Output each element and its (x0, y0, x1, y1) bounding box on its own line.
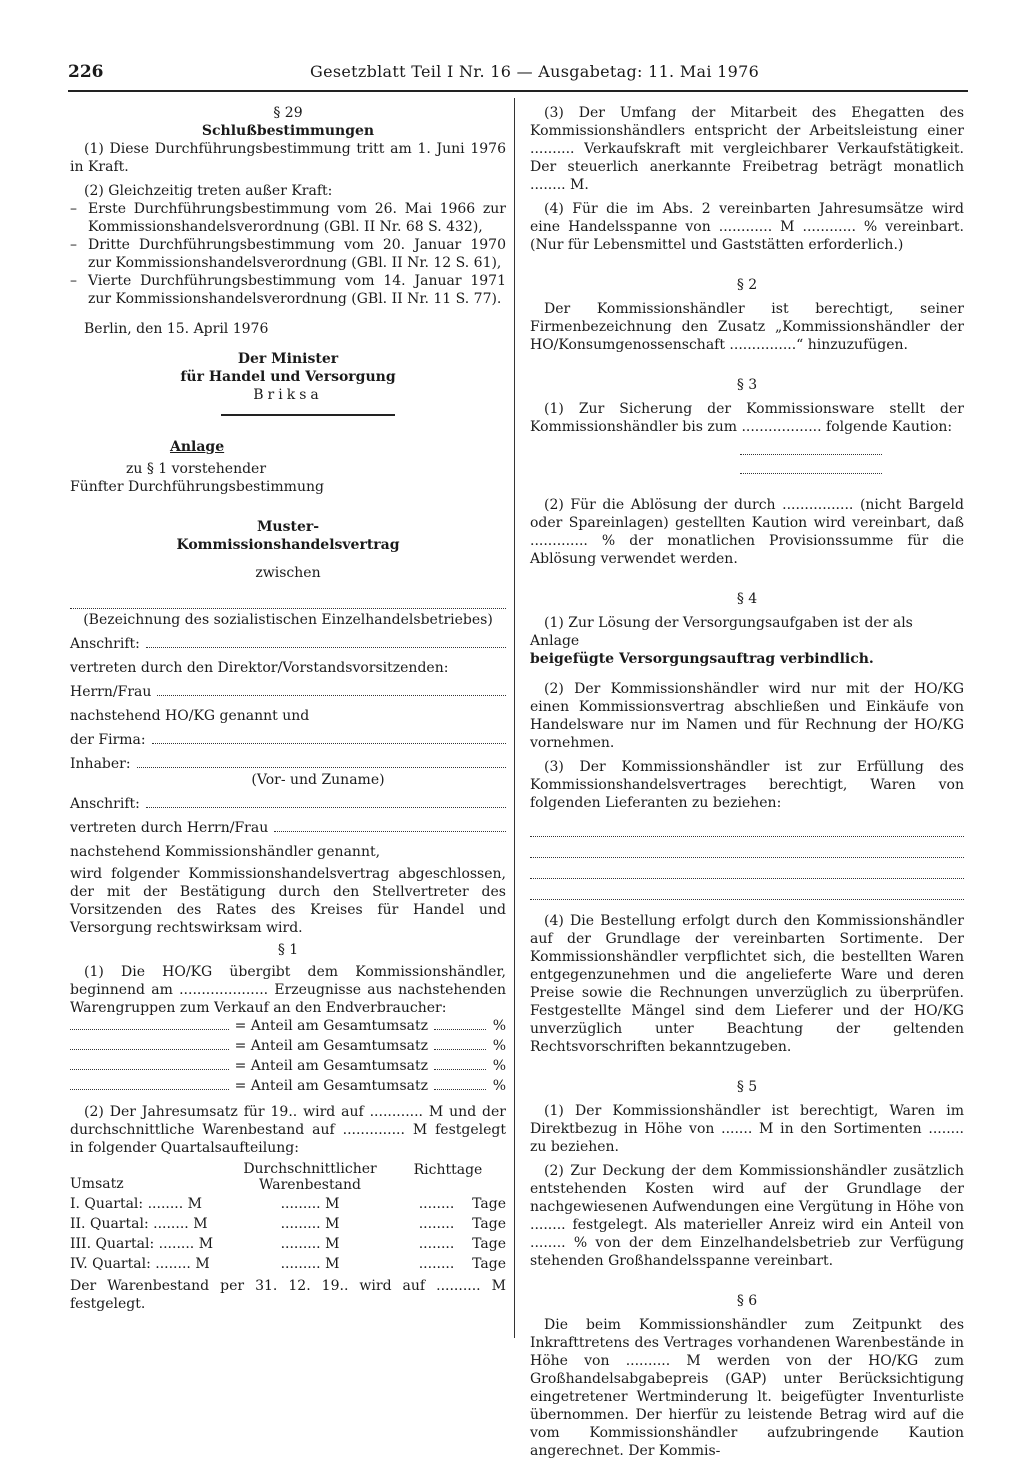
contract-title-2: Kommissionshandelsvertrag (176, 537, 400, 553)
section-29-title: Schlußbestimmungen (201, 123, 375, 139)
annex-subtitle-2: Fünfter Durchführungsbestimmung (70, 479, 324, 495)
running-title: Gesetzblatt Teil I Nr. 16 — Ausgabetag: 11. Mai 1976 (310, 62, 760, 81)
owner-field: Inhaber: (70, 755, 506, 773)
section-4-para-4: (4) Die Bestellung erfolgt durch den Kommissionshändler auf der Grundlage der vereinbarten Sortimente. Der Kommissionshändler verpflichtet sich, die bestellten Waren entgegenzunehmen und die angelieferte Ware und deren Preise sowie die Rechnungen unverzüglich zu überprüfen. Festgestellte Mängel sind dem Lieferer und der HO/KG unverzüglich unter Beachtung der geltenden Rechtsvorschriften bekanntzugeben. (530, 913, 964, 1055)
repealed-item: – Vierte Durchführungsbestimmung vom 14. Januar 1971 zur Kommissionshandelsverordnung (GBl. II Nr. 11 S. 77). (70, 273, 506, 307)
share-row: = Anteil am Gesamtumsatz % (70, 1057, 506, 1077)
section-6-number: § 6 (736, 1293, 758, 1309)
representative-field: Herrn/Frau (70, 683, 506, 701)
address-field-2: Anschrift: (70, 795, 506, 813)
page-number: 226 (68, 62, 104, 82)
section-3-para-2: (2) Für die Ablösung der durch ................ (nicht Bargeld oder Spareinlagen) gestellten Kaution wird vereinbart, daß ............. % der monatlichen Provisionssumme für die Ablösung verwendet werden. (530, 497, 964, 567)
supplier-field (530, 885, 964, 900)
section-1-para-1: (1) Die HO/KG übergibt dem Kommissionshändler, beginnend am .................... Erzeugnisse aus nachstehenden Warengruppen zum Verkauf an den Endverbraucher: (70, 964, 506, 1016)
section-1-para-2: (2) Der Jahresumsatz für 19.. wird auf ............ M und der durchschnittliche Warenbestand auf .............. M festgelegt in folgender Quartalsaufteilung: (70, 1104, 507, 1156)
section-4-number: § 4 (736, 591, 758, 607)
table-row: III. Quartal: ........ M ......... M ........ Tage (70, 1236, 506, 1252)
repealed-item: – Dritte Durchführungsbestimmung vom 20. Januar 1970 zur Kommissionshandelsverordnung (GBl. II Nr. 12 S. 61), (70, 237, 506, 271)
annex-heading: Anlage (170, 439, 225, 455)
hokg-label: nachstehend HO/KG genannt und (70, 708, 310, 724)
table-row: II. Quartal: ........ M ......... M ........ Tage (70, 1216, 506, 1232)
signature-title-2: für Handel und Versorgung (180, 369, 396, 385)
share-row: = Anteil am Gesamtumsatz % (70, 1037, 506, 1057)
section-4-para-1b: beigefügte Versorgungsauftrag verbindlich. (530, 651, 874, 667)
supplier-field (530, 864, 964, 879)
section-5-number: § 5 (736, 1079, 758, 1095)
agent-representative-field: vertreten durch Herrn/Frau (70, 819, 506, 837)
section-1-para-3: (3) Der Umfang der Mitarbeit des Ehegatten des Kommissionshändlers entspricht der Arbeitsleistung einer .......... Verkaufskraft mit vergleichbarer Verkaufstätigkeit. Der steuerlich anerkannte Freibetrag beträgt monatlich ........ M. (530, 105, 964, 193)
retailer-name-field (70, 594, 506, 609)
section-29-number: § 29 (273, 105, 303, 121)
signature-rule (221, 414, 395, 416)
section-5-para-1: (1) Der Kommissionshändler ist berechtigt, Waren im Direktbezug in Höhe von ....... M in den Sortimenten ........ zu beziehen. (530, 1103, 964, 1155)
between-label: zwischen (255, 565, 321, 581)
section-2-number: § 2 (736, 277, 758, 293)
section-2-para: Der Kommissionshändler ist berechtigt, seiner Firmenbezeichnung den Zusatz „Kommissionshändler der HO/Konsumgenossenschaft ...............“ hinzuzufügen. (530, 301, 964, 353)
column-divider (514, 98, 515, 1338)
section-1-para-4: (4) Für die im Abs. 2 vereinbarten Jahresumsätze wird eine Handelsspanne von ............ M ............ % vereinbart. (Nur für Lebensmittel und Gaststätten erforderlich.) (530, 201, 964, 253)
owner-caption: (Vor- und Zuname) (251, 772, 385, 788)
deposit-field (740, 461, 882, 474)
address-field-1: Anschrift: (70, 635, 506, 653)
section-29-para-1: (1) Diese Durchführungsbestimmung tritt am 1. Juni 1976 in Kraft. (70, 141, 506, 175)
deposit-field (740, 442, 882, 455)
col-header-days: Richttage (413, 1162, 483, 1178)
section-6-para: Die beim Kommissionshändler zum Zeitpunkt des Inkrafttretens des Vertrages vorhandenen Warenbestände in Höhe von .......... M werden von der HO/KG zum Großhandelsabgabepreis (GAP) unter Berücksichtigung eingetretener Wertminderung lt. beigefügter Inventurliste übernommen. Der hierfür zu leistende Betrag wird auf die vom Kommissionshändler aufzubringende Kaution angerechnet. Der Kommis- (530, 1317, 964, 1459)
signature-name: Briksa (253, 387, 323, 403)
signature-title-1: Der Minister (237, 351, 339, 367)
annex-subtitle-1: zu § 1 vorstehender (126, 461, 267, 477)
section-4-para-2: (2) Der Kommissionshändler wird nur mit der HO/KG einen Kommissionsvertrag abschließen und Einkäufe von Handelsware nur im Namen und für Rechnung der HO/KG vornehmen. (530, 681, 964, 751)
left-column (70, 104, 506, 1313)
supplier-field (530, 843, 964, 858)
header-rule (68, 90, 968, 92)
retailer-caption: (Bezeichnung des sozialistischen Einzelhandelsbetriebes) (83, 612, 493, 628)
supplier-field (530, 822, 964, 837)
right-column (530, 104, 964, 1460)
share-row: = Anteil am Gesamtumsatz % (70, 1077, 506, 1097)
place-date: Berlin, den 15. April 1976 (84, 321, 269, 337)
col-header-sales: Umsatz (70, 1176, 124, 1192)
section-4-para-3: (3) Der Kommissionshändler ist zur Erfüllung des Kommissionshandelsvertrages berechtigt, Waren von folgenden Lieferanten zu beziehen: (530, 759, 964, 811)
col-header-stock: Durchschnittlicher Warenbestand (243, 1161, 377, 1193)
section-1-number: § 1 (277, 942, 299, 958)
section-4-para-1a: (1) Zur Lösung der Versorgungsaufgaben ist der als Anlage (530, 615, 913, 649)
contract-preamble: wird folgender Kommissionshandelsvertrag abgeschlossen, der mit der Bestätigung durch den Stellvertreter des Vorsitzenden des Rates des Kreises für Handel und Versorgung rechtswirksam wird. (70, 866, 506, 936)
represented-director: vertreten durch den Direktor/Vorstandsvorsitzenden: (70, 660, 449, 676)
share-row: = Anteil am Gesamtumsatz % (70, 1017, 506, 1037)
section-3-para-1: (1) Zur Sicherung der Kommissionsware stellt der Kommissionshändler bis zum .................. folgende Kaution: (530, 401, 964, 435)
company-field: der Firma: (70, 731, 506, 749)
stock-statement: Der Warenbestand per 31. 12. 19.. wird auf .......... M festgelegt. (70, 1278, 507, 1312)
table-row: IV. Quartal: ........ M ......... M ........ Tage (70, 1256, 506, 1272)
page-header (68, 62, 968, 90)
section-3-number: § 3 (736, 377, 758, 393)
section-29-para-2: (2) Gleichzeitig treten außer Kraft: (84, 183, 333, 199)
section-5-para-2: (2) Zur Deckung der dem Kommissionshändler zusätzlich entstehenden Kosten wird auf der Grundlage der nachgewiesenen Aufwendungen eine Vergütung in Höhe von ........ festgelegt. Als materieller Anreiz wird ein Anteil von ........ % von der dem Einzelhandelsbetrieb zur Verfügung stehenden Großhandelsspanne vereinbart. (530, 1163, 964, 1269)
repealed-item: – Erste Durchführungsbestimmung vom 26. Mai 1966 zur Kommissionshandelsverordnung (GBl. II Nr. 68 S. 432), (70, 201, 506, 235)
contract-title-1: Muster- (256, 519, 320, 535)
table-row: I. Quartal: ........ M ......... M ........ Tage (70, 1196, 506, 1212)
commission-agent-label: nachstehend Kommissionshändler genannt, (70, 844, 381, 860)
quarter-table (70, 1161, 506, 1273)
